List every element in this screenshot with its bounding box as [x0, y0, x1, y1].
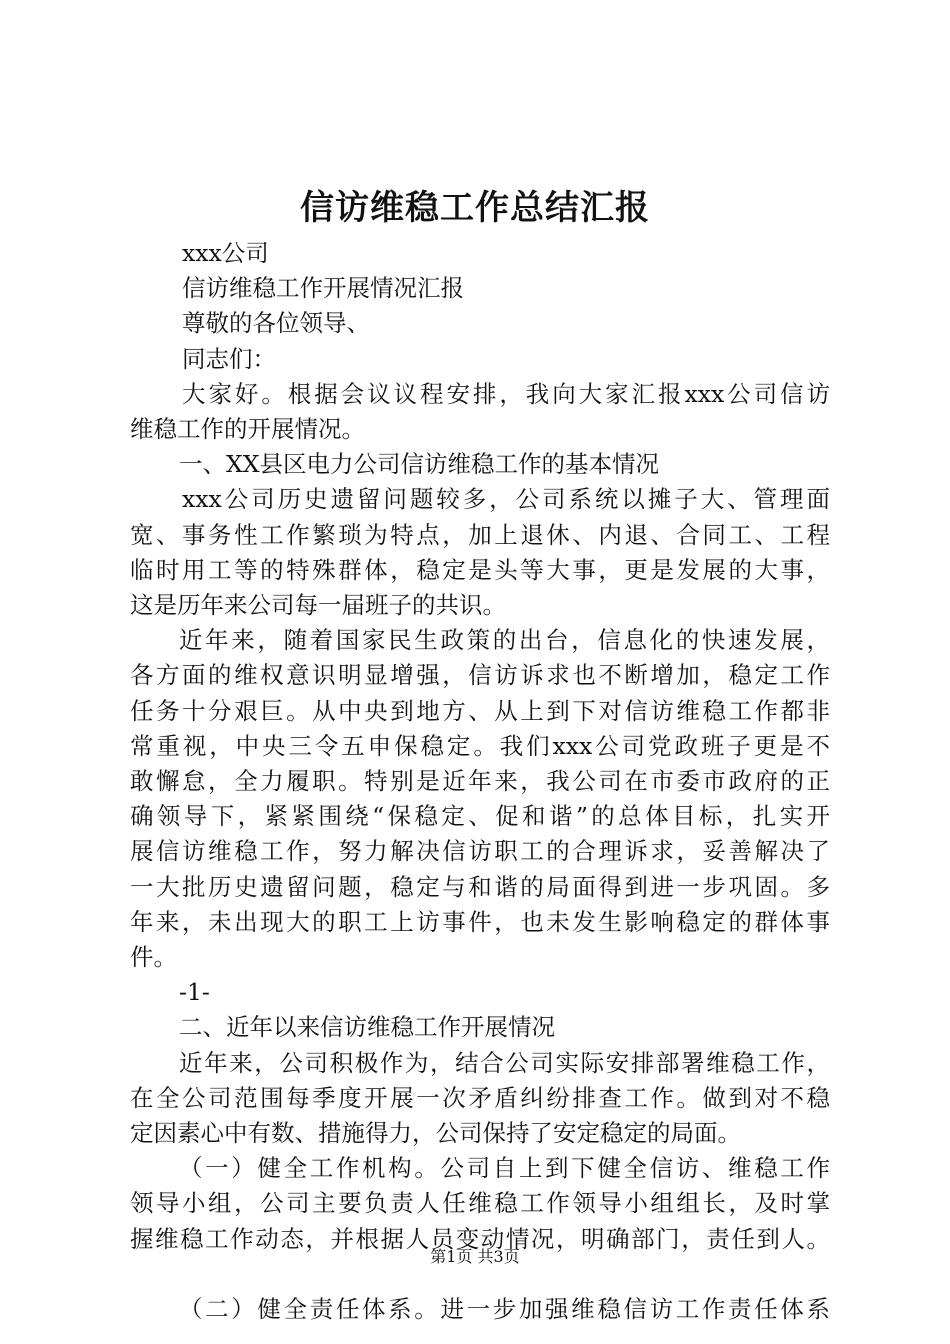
document-body	[130, 236, 830, 1327]
paragraph-line: 常重视，中央三令五申保稳定。我们xxx公司党政班子更是不	[130, 731, 830, 760]
salutation-line: 尊敬的各位领导、	[182, 309, 370, 338]
section-heading: 二、近年以来信访维稳工作开展情况	[179, 1013, 555, 1042]
paragraph-line: 维稳工作的开展情况。	[130, 415, 365, 444]
paragraph-line: 在全公司范围每季度开展一次矛盾纠纷排查工作。做到对不稳	[130, 1083, 830, 1112]
page-footer: 第1页 共3页	[430, 1247, 520, 1266]
paragraph-line: （一）健全工作机构。公司自上到下健全信访、维稳工作	[179, 1154, 830, 1183]
paragraph-line: 这是历年来公司每一届班子的共识。	[130, 591, 506, 620]
paragraph-line: （二）健全责任体系。进一步加强维稳信访工作责任体系	[179, 1294, 830, 1323]
paragraph-line: 近年来，随着国家民生政策的出台，信息化的快速发展，	[179, 626, 830, 655]
paragraph-line: 件。	[130, 943, 177, 972]
paragraph-line: 大家好。根据会议议程安排，我向大家汇报xxx公司信访	[182, 379, 830, 408]
paragraph-line: 各方面的维权意识明显增强，信访诉求也不断增加，稳定工作	[130, 661, 830, 690]
inline-page-marker: -1-	[179, 978, 210, 1007]
report-subtitle-line: 信访维稳工作开展情况汇报	[182, 274, 464, 303]
paragraph-line: 确领导下，紧紧围绕“保稳定、促和谐”的总体目标，扎实开	[130, 802, 830, 831]
paragraph-line: 宽、事务性工作繁琐为特点，加上退休、内退、合同工、工程	[130, 520, 830, 549]
company-name-line: xxx公司	[182, 239, 269, 267]
paragraph-line: 展信访维稳工作，努力解决信访职工的合理诉求，妥善解决了	[130, 837, 830, 866]
paragraph-line: 近年来，公司积极作为，结合公司实际安排部署维稳工作，	[179, 1048, 830, 1077]
paragraph-line: 定因素心中有数、措施得力，公司保持了安定稳定的局面。	[130, 1119, 741, 1148]
paragraph-line: 敢懈怠，全力履职。特别是近年来，我公司在市委市政府的正	[130, 767, 830, 796]
paragraph-line: 领导小组，公司主要负责人任维稳工作领导小组组长，及时掌	[130, 1189, 830, 1218]
paragraph-line: 握维稳工作动态，并根据人员变动情况，明确部门，责任到人。	[130, 1224, 830, 1253]
paragraph-line: 一大批历史遗留问题，稳定与和谐的局面得到进一步巩固。多	[130, 872, 830, 901]
salutation-line: 同志们：	[182, 344, 276, 373]
paragraph-line: 临时用工等的特殊群体，稳定是头等大事，更是发展的大事，	[130, 555, 830, 584]
paragraph-line: 年来，未出现大的职工上访事件，也未发生影响稳定的群体事	[130, 907, 830, 936]
paragraph-line: xxx公司历史遗留问题较多，公司系统以摊子大、管理面	[182, 485, 830, 514]
document-title: 信访维稳工作总结汇报	[300, 188, 650, 228]
section-heading: 一、XX县区电力公司信访维稳工作的基本情况	[179, 450, 659, 479]
paragraph-line: 任务十分艰巨。从中央到地方、从上到下对信访维稳工作都非	[130, 696, 830, 725]
